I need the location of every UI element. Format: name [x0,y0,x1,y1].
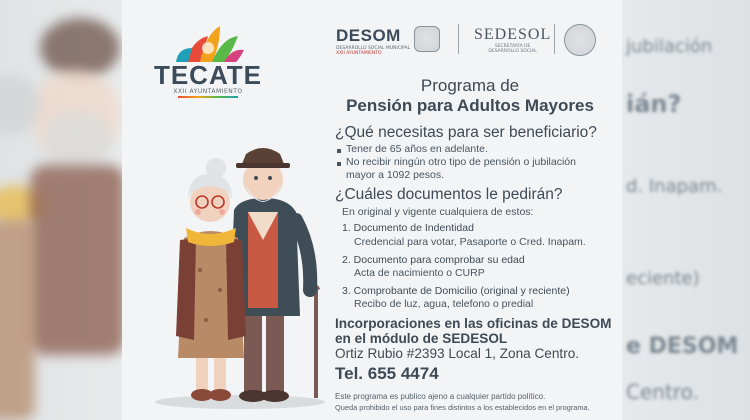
bullet-icon [337,149,341,153]
requirement-item-2: No recibir ningún otro tipo de pensión o jubilación [346,156,576,168]
document-3-detail: Recibo de luz, agua, telefono o predial [354,298,534,310]
program-title-line2: Pensión para Adultos Mayores [346,96,594,115]
documents-heading: ¿Cuáles documentos le pedirán? [335,186,563,203]
sedesol-title: SEDESOL [474,26,552,43]
program-title-line1: Programa de [420,76,520,95]
blurred-text-6: Centro. [626,380,699,404]
blurred-text-4: eciente) [626,268,700,289]
sedesol-divider [554,24,555,54]
blurred-background-right [622,0,750,420]
contact-address: Ortiz Rubio #2393 Local 1, Zona Centro. [335,346,580,361]
requirement-item-1: Tener de 65 años en adelante. [346,143,488,155]
contact-line2: en el módulo de SEDESOL [335,331,508,346]
blurred-text-1: jubilación [626,36,713,57]
municipal-seal-icon [414,26,440,52]
elderly-couple-illustration [150,140,330,410]
blurred-beard [42,110,112,170]
document-2-title: 2. Documento para comprobar su edad [342,254,525,266]
tecate-color-stripe [178,96,238,98]
document-1-detail: Credencial para votar, Pasaporte o Cred. Inapam. [354,236,586,248]
document-1-title: 1. Documento de Indentidad [342,222,474,234]
contact-line1: Incorporaciones en las oficinas de DESOM [335,316,612,331]
disclaimer-line2: Queda prohibido el uso para fines distintos a los establecidos en el programa. [335,403,590,412]
requirement-item-2-cont: mayor a 1092 pesos. [346,169,445,181]
tecate-subtitle: XXII AYUNTAMIENTO [173,88,243,95]
document-3-title: 3. Comprobante de Domicilio (original y reciente) [342,285,570,297]
blurred-text-5: e DESOM [626,334,739,359]
document-2-detail: Acta de nacimiento o CURP [354,267,485,279]
tecate-wordmark: TECATE [153,60,263,90]
poster-card [122,0,622,420]
documents-intro: En original y vigente cualquiera de estos: [342,206,534,218]
logo-divider [458,24,459,54]
desom-subtitle-1: DESARROLLO SOCIAL MUNICIPAL [336,46,411,51]
sedesol-logo [474,26,551,55]
blurred-text-3: d. Inapam. [626,176,723,197]
desom-subtitle-2: XXII AYUNTAMIENTO [336,51,382,57]
blurred-dress [0,220,35,420]
sedesol-subtitle-1: SECRETARÍA DE [494,44,531,49]
blurred-hat [40,18,120,78]
sedesol-subtitle-2: DESARROLLO SOCIAL [488,49,537,55]
requirements-heading: ¿Qué necesitas para ser beneficiario? [335,124,597,141]
blurred-jacket [30,165,122,355]
national-seal-icon [564,24,596,56]
blurred-background-left [0,0,122,420]
desom-logo [336,26,410,57]
contact-phone: Tel. 655 4474 [335,364,439,383]
desom-title: DESOM [336,26,401,45]
bullet-icon [337,162,341,166]
blurred-text-2: ián? [626,90,682,118]
disclaimer-line1: Este programa es publico ajeno a cualquier partido político. [335,392,546,401]
